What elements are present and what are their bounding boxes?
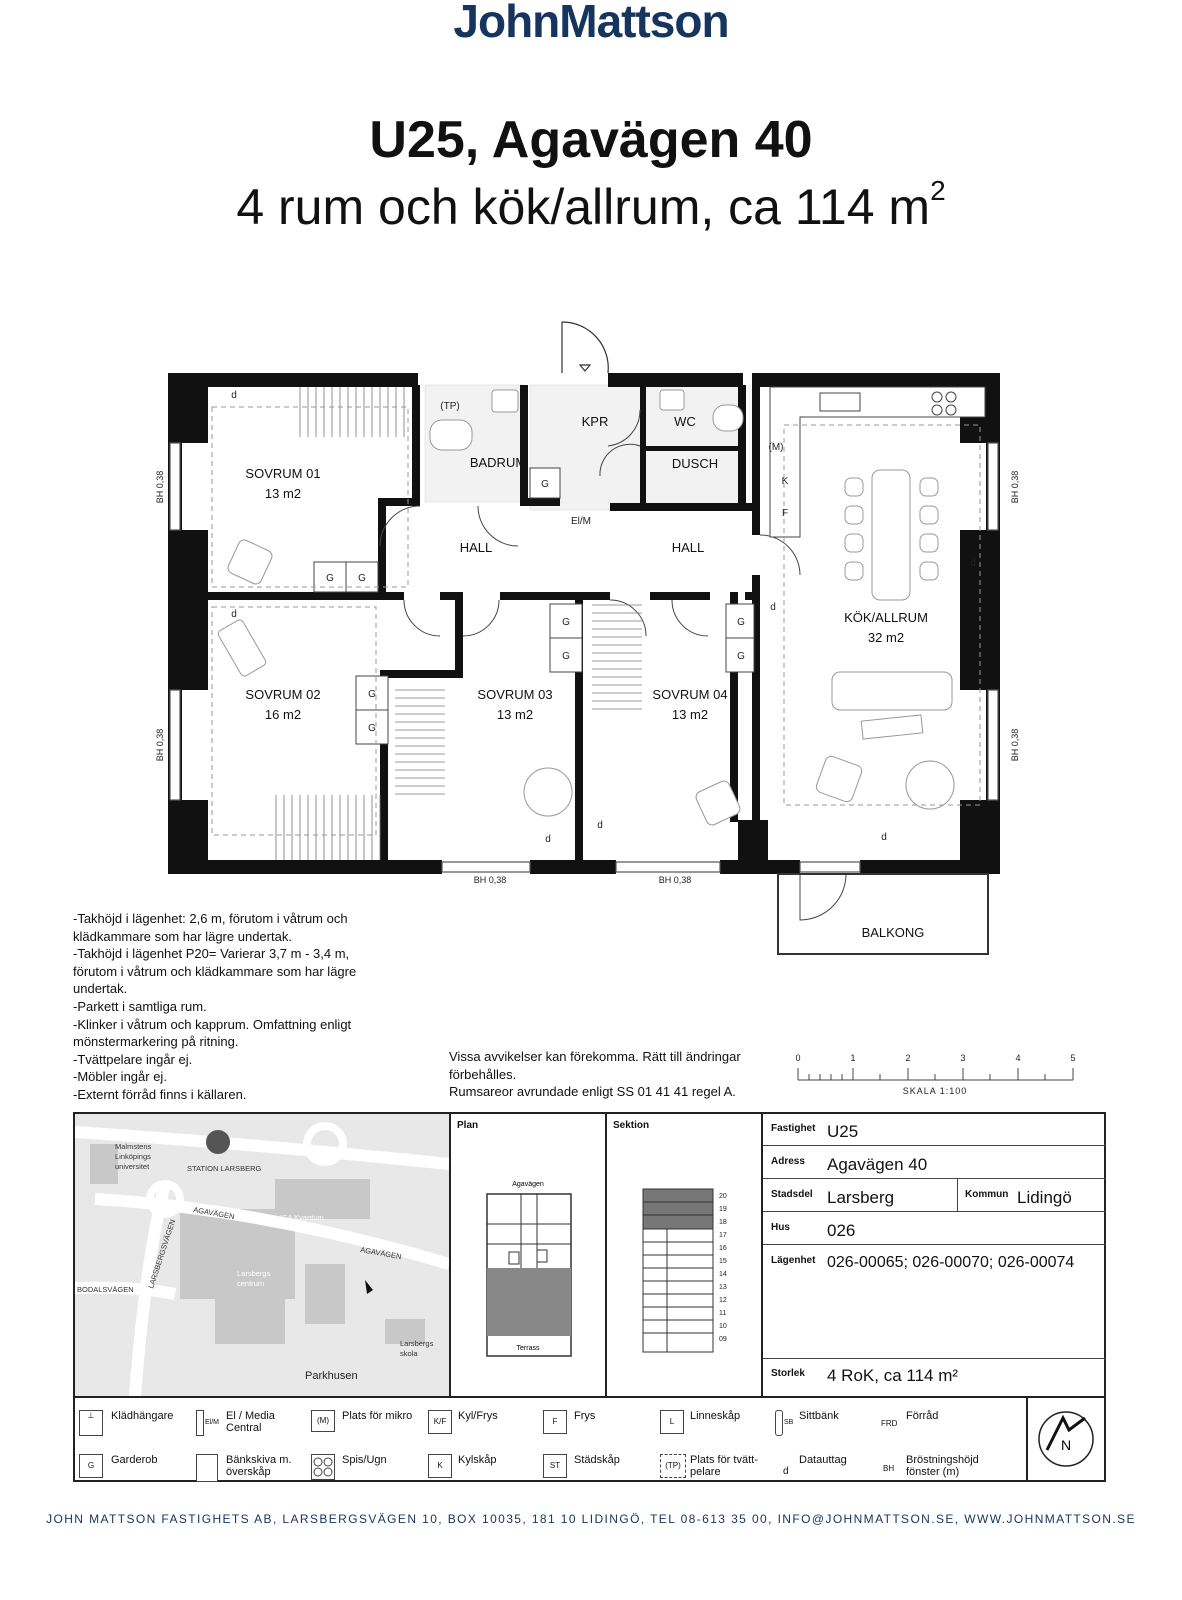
window-height-label: BH 0,38 [155,728,165,762]
wardrobe-mark: G [562,617,570,628]
floor-number: 13 [719,1284,727,1291]
room-sovrum01-area: 13 m2 [264,486,302,501]
floor-number: 15 [719,1258,727,1265]
fact-label: Kommun [965,1189,1009,1200]
page-title: U25, Agavägen 40 [369,111,813,169]
section-title: Sektion [613,1120,650,1131]
divider [957,1178,958,1211]
note-line: -Takhöjd i lägenhet P20= Varierar 3,7 m - 3,4 m, [73,946,350,962]
disclaimer-line: förbehålles. [449,1066,517,1082]
fact-label: Lägenhet [771,1255,816,1266]
north-arrow-icon [1035,1408,1097,1470]
scale-tick-label: 5 [1070,1053,1076,1063]
cleaning-cabinet-icon: ST [543,1454,567,1478]
floor-number: 10 [719,1323,727,1330]
wardrobe-mark: G [737,617,745,628]
legend-label: Kylskåp [458,1454,497,1466]
data-outlet-mark: d [231,609,237,620]
data-outlet-mark: d [970,558,976,569]
note-line: -Takhöjd i lägenhet: 2,6 m, förutom i våtrum och [73,911,348,926]
scale-tick-label: 3 [960,1053,966,1063]
legend-label: Bänkskiva m. överskåp [226,1454,292,1478]
note-line: -Parkett i samtliga rum. [73,998,207,1014]
floor-plan [0,300,1182,970]
wardrobe-mark: G [541,479,549,490]
room-sovrum03-area: 13 m2 [496,707,534,722]
footer: JOHN MATTSON FASTIGHETS AB, LARSBERGSVÄGEN 10, BOX 10035, 181 10 LIDINGÖ, TEL 08-613 35 00, INFO@JOHNMATTSON.SE, WWW.JOHNMATTSON.SE [46,1512,1136,1526]
room-balkong: BALKONG [861,925,925,940]
floor-number: 17 [719,1232,727,1239]
scale-tick-label: 1 [850,1053,856,1063]
floor-number: 14 [719,1271,727,1278]
window-height-label: BH 0,38 [1010,470,1020,504]
room-sovrum01-name: SOVRUM 01 [245,466,321,481]
map-label: skola [400,1349,418,1358]
plan-thumbnail [451,1134,605,1394]
dining-table [845,470,938,600]
floor-number: 19 [719,1206,727,1213]
map-label: BODALSVÄGEN [77,1285,134,1294]
fact-storlek: 4 RoK, ca 114 m² [827,1366,959,1385]
divider [761,1114,763,1396]
legend-label: Datauttag [799,1454,847,1466]
data-outlet-mark: d [770,602,776,613]
scale-tick-label: 0 [795,1053,801,1063]
note-line: förutom i våtrum och klädkammare som har lägre [73,963,357,979]
legend-label: Klädhängare [111,1410,174,1422]
data-outlet-mark: d [231,390,237,401]
hanger-icon: ⊥ [79,1410,103,1436]
fact-stadsdel: Larsberg [827,1188,895,1207]
fact-label: Hus [771,1222,790,1233]
window-height-label: BH 0,38 [155,470,165,504]
map-label: LARSBERGSVÄGEN [146,1218,178,1290]
legend-label: Frys [574,1410,596,1422]
legend-label: Bröstningshöjd fönster (m) [906,1454,979,1478]
wardrobe-mark: G [737,651,745,662]
stove-icon [311,1454,335,1480]
notes-list [73,910,393,1104]
divider [75,1396,1106,1398]
map-label: ICA Kvantum [280,1213,324,1222]
room-wc: WC [674,414,696,429]
divider [1026,1398,1028,1482]
legend-label: Spis/Ugn [342,1454,387,1466]
floor-number: 12 [719,1297,727,1304]
divider [763,1358,1106,1359]
legend-label: Förråd [906,1410,939,1422]
disclaimer-line: Vissa avvikelser kan förekomma. Rätt till ändringar [449,1049,741,1064]
data-outlet-mark: d [597,820,603,831]
window-height-label: BH 0,38 [473,875,507,885]
room-badrum: BADRUM [469,455,527,470]
fact-hus: 026 [827,1221,856,1240]
wardrobe-icon: G [79,1454,103,1478]
map-label: Larsbergs [237,1269,271,1278]
plan-terrace: Terrass [516,1345,540,1352]
entrance-door [562,322,608,373]
room-sovrum03-name: SOVRUM 03 [477,687,553,702]
room-kok-area: 32 m2 [867,630,905,645]
brand-logo: JohnMattson [453,0,729,47]
wardrobe-mark: G [562,651,570,662]
countertop-icon [196,1454,218,1482]
storage-icon: FRD [881,1419,898,1428]
room-kpr: KPR [581,414,609,429]
divider [763,1145,1106,1146]
room-sovrum04-name: SOVRUM 04 [652,687,728,702]
map-label: AGAVÄGEN [359,1245,403,1262]
legend-label: Linneskåp [690,1410,741,1422]
data-outlet-icon: d [783,1466,789,1477]
fact-adress: Agavägen 40 [827,1155,928,1174]
fact-label: Adress [771,1156,805,1167]
window-height-label: BH 0,38 [658,875,692,885]
subtitle-text: 4 rum och kök/allrum, ca 114 m [236,179,931,235]
scale-tick-label: 2 [905,1053,911,1063]
wardrobe-mark: G [358,573,366,584]
note-line: -Externt förråd finns i källaren. [73,1086,247,1102]
room-dusch: DUSCH [671,456,719,471]
balcony [778,874,988,954]
note-line: -Möbler ingår ej. [73,1069,167,1085]
microwave-icon: (M) [311,1410,335,1432]
laundry-icon: (TP) [660,1454,686,1478]
note-line: undertak. [73,981,128,997]
legend-label: Plats för tvätt- pelare [690,1454,758,1478]
scale-bar [790,1050,1090,1105]
laundry-mark: (TP) [440,401,460,412]
media-central-mark: El/M [571,516,591,527]
section-thumbnail [607,1134,761,1394]
legend-mark: SB [784,1419,794,1426]
media-central-icon [196,1410,204,1436]
microwave-mark: (M) [768,442,784,453]
plan-street: Agavägen [512,1181,544,1188]
room-kok-name: KÖK/ALLRUM [844,610,928,625]
room-sovrum02-name: SOVRUM 02 [245,687,321,702]
fridge-mark: K [781,476,789,487]
disclaimer [449,1048,769,1101]
note-line: klädkammare som har lägre undertak. [73,928,292,944]
window-height-label: BH 0,38 [1010,728,1020,762]
train-station-icon [206,1130,230,1154]
room-hall-left: HALL [459,540,493,555]
freezer-mark: F [781,508,789,519]
floor-number: 11 [719,1310,727,1317]
info-box [73,1112,1106,1482]
fact-label: Storlek [771,1368,805,1379]
disclaimer-line: Rumsareor avrundade enligt SS 01 41 41 regel A. [449,1084,736,1100]
note-line: -Klinker i våtrum och kapprum. Omfattning enligt [73,1016,352,1032]
divider [763,1178,1106,1179]
room-sovrum04-area: 13 m2 [671,707,709,722]
page-subtitle [0,175,1182,236]
fact-fastighet: U25 [827,1122,859,1141]
fridge-icon: K [428,1454,452,1478]
legend-label: Plats för mikro [342,1410,413,1422]
floor-number: 09 [719,1336,727,1343]
note-line: mönstermarkering på ritning. [73,1034,239,1050]
legend-label: Kyl/Frys [458,1410,498,1422]
floor-number: 18 [719,1219,727,1226]
fridge-freezer-icon: K/F [428,1410,452,1434]
room-sovrum02-area: 16 m2 [264,707,302,722]
subtitle-superscript: 2 [930,175,946,207]
map-label: centrum [237,1279,265,1288]
divider [763,1211,1106,1212]
window-height-icon: BH [883,1464,895,1473]
floor-number: 20 [719,1193,727,1200]
note-line: -Tvättpelare ingår ej. [73,1051,193,1067]
map-label: AGAVÄGEN [192,1205,236,1222]
legend-mark: El/M [205,1419,219,1426]
map-label: STATION LARSBERG [187,1164,262,1173]
legend-label: Sittbänk [799,1410,839,1422]
freezer-icon: F [543,1410,567,1434]
fact-label: Fastighet [771,1123,816,1134]
map-label: Parkhusen [305,1370,358,1382]
linen-cabinet-icon: L [660,1410,684,1434]
map-label: universitet [115,1162,150,1171]
bench-icon [775,1410,783,1436]
wardrobe-mark: G [368,723,376,734]
floor-number: 16 [719,1245,727,1252]
map-label: Linköpings [115,1152,151,1161]
fact-kommun: Lidingö [1017,1188,1072,1207]
plan-title: Plan [457,1120,479,1131]
map-label: Malmstens [115,1142,152,1151]
divider [763,1244,1106,1245]
fact-label: Stadsdel [771,1189,813,1200]
data-outlet-mark: d [545,834,551,845]
wardrobe-mark: G [368,689,376,700]
data-outlet-mark: d [881,832,887,843]
legend-label: Garderob [111,1454,158,1466]
map-label: Larsbergs [400,1339,434,1348]
north-label: N [1060,1437,1072,1453]
wardrobe-mark: G [326,573,334,584]
room-hall-right: HALL [671,540,705,555]
stove-burners-icon [312,1455,334,1479]
fact-lagenhet: 026-00065; 026-00070; 026-00074 [827,1254,1075,1271]
legend-label: El / Media Central [226,1410,275,1434]
scale-tick-label: 4 [1015,1053,1021,1063]
location-map [75,1114,449,1396]
scale-label: SKALA 1:100 [902,1086,968,1096]
legend-label: Städskåp [574,1454,620,1466]
